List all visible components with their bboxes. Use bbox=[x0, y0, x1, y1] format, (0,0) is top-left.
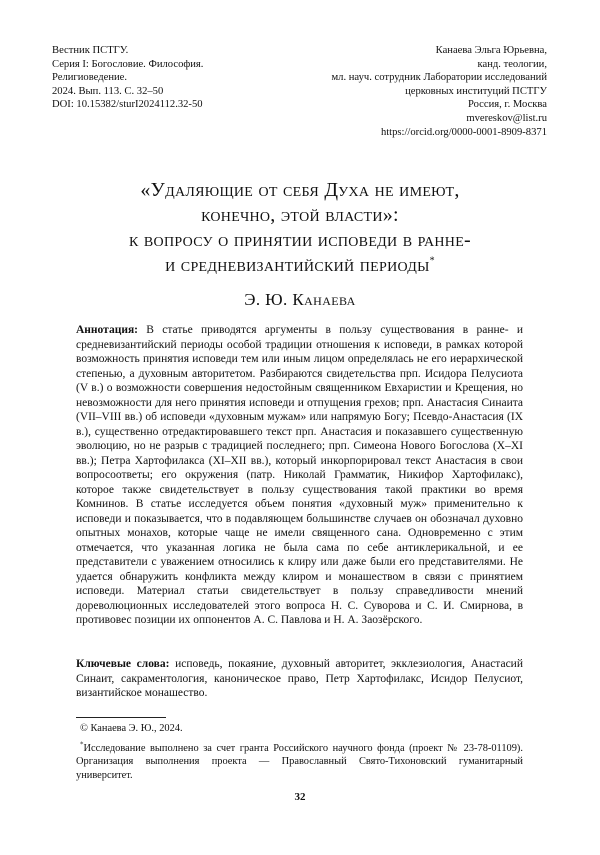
title-line-1: «Удаляющие от себя Духа не имеют, bbox=[140, 179, 460, 201]
author-institution: церковных институций ПСТГУ bbox=[405, 85, 547, 97]
title-line-4-text: и средневизантийский периоды bbox=[165, 254, 430, 276]
funding-footnote-text: Исследование выполнено за счет гранта Российского научного фонда (проект № 23-78-01109). Организация выполнения проекта — Православный Свято-Тихоновский гуманитарный университет. bbox=[76, 743, 523, 781]
footnotes bbox=[76, 722, 523, 782]
keywords bbox=[76, 657, 523, 701]
author-location: Россия, г. Москва bbox=[467, 99, 547, 111]
funding-footnote bbox=[76, 742, 523, 782]
footnote-divider bbox=[76, 717, 166, 718]
keywords-text: исповедь, покаяние, духовный авторитет, экклезиология, Анастасий Синаит, сакраментология, каноническое право, Петр Хартофилакс, Исидор Пелусиот, византийское монашество. bbox=[76, 658, 523, 699]
funding-footnote-mark: * bbox=[80, 740, 84, 749]
article-author: Э. Ю. Канаева bbox=[244, 290, 356, 309]
abstract bbox=[76, 323, 523, 628]
title-line-2: конечно, этой власти»: bbox=[201, 204, 399, 226]
journal-issue: 2024. Вып. 113. С. 32–50 bbox=[52, 85, 164, 97]
author-orcid-link[interactable]: https://orcid.org/0000-0001-8909-8371 bbox=[380, 126, 547, 138]
author-full-name: Канаева Эльга Юрьевна, bbox=[435, 45, 547, 56]
page-number: 32 bbox=[294, 791, 306, 803]
author-degree: канд. теологии, bbox=[477, 58, 547, 70]
keywords-label: Ключевые слова: bbox=[76, 658, 170, 670]
title-line-3: к вопросу о принятии исповеди в ранне- bbox=[128, 229, 472, 251]
author-info bbox=[247, 44, 547, 139]
abstract-text: В статье приводятся аргументы в пользу существования в ранне- и средневизантийский периоды особой традиции отношения к исповеди, в рамках которой возможность принятия исповеди тем или иным лицом определялась не его иерархической степенью, а духовным авторитетом. Разбираются свидетельства прп. Исидора Пелусиота (V в.) о возможности совершения недостойным священником Евхаристии и Крещения, но невозможности для него принятия исповеди и отпущения грехов; прп. Анастасия Синаита (VII–VIII вв.) об исповеди «духовным мужам» или напрямую Богу; Псевдо-Анастасия (IX в.), существенно отредактировавшего текст прп. Анастасия и показавшего существенную эволюцию, но не разрыв с традицией последнего; прп. Симеона Нового Богослова (X–XI вв.); Петра Хартофилакса (XI–XII вв.), который инкорпорировал текст Анастасия в свои вопросоответы; его окружения (патр. Николай Грамматик, Никифор Хартофилакс), которое также свидетельствует в пользу существования такой практики во время Комнинов. В статье исследуется объем понятия «духовный муж» применительно к исповеди и показывается, что в подавляющем большинстве случаев он обозначал духовно опытных монахов, которые чаще не имели священного сана. Одновременно с этим отмечается, что указанная логика не была сама по себе антиклерикальной, и ее представители с уважением относились к клиру или даже были его представителями. Не удается обнаружить конфликта между клиром и монашеством в связи с принятием исповеди. Материал статьи свидетельствует в пользу справедливости мнений дореволюционных исследователей этого вопроса Н. С. Суворова и С. И. Смирнова, в противовес позиции их оппонентов А. С. Павлова и Н. А. Заозёрского. bbox=[76, 324, 524, 626]
abstract-label: Аннотация: bbox=[76, 324, 138, 336]
journal-series: Серия I: Богословие. Философия. bbox=[52, 58, 204, 70]
copyright-note: © Канаева Э. Ю., 2024. bbox=[80, 723, 183, 734]
author-position: мл. науч. сотрудник Лаборатории исследований bbox=[331, 72, 547, 84]
title-line-4 bbox=[40, 253, 560, 278]
title-footnote-mark[interactable]: * bbox=[429, 255, 435, 267]
article-title bbox=[40, 178, 560, 278]
author-email[interactable]: mvereskov@list.ru bbox=[466, 112, 547, 124]
journal-name: Вестник ПСТГУ. bbox=[52, 45, 129, 56]
journal-doi: DOI: 10.15382/sturI2024112.32-50 bbox=[52, 99, 203, 111]
journal-series-cont: Религиоведение. bbox=[52, 72, 128, 84]
